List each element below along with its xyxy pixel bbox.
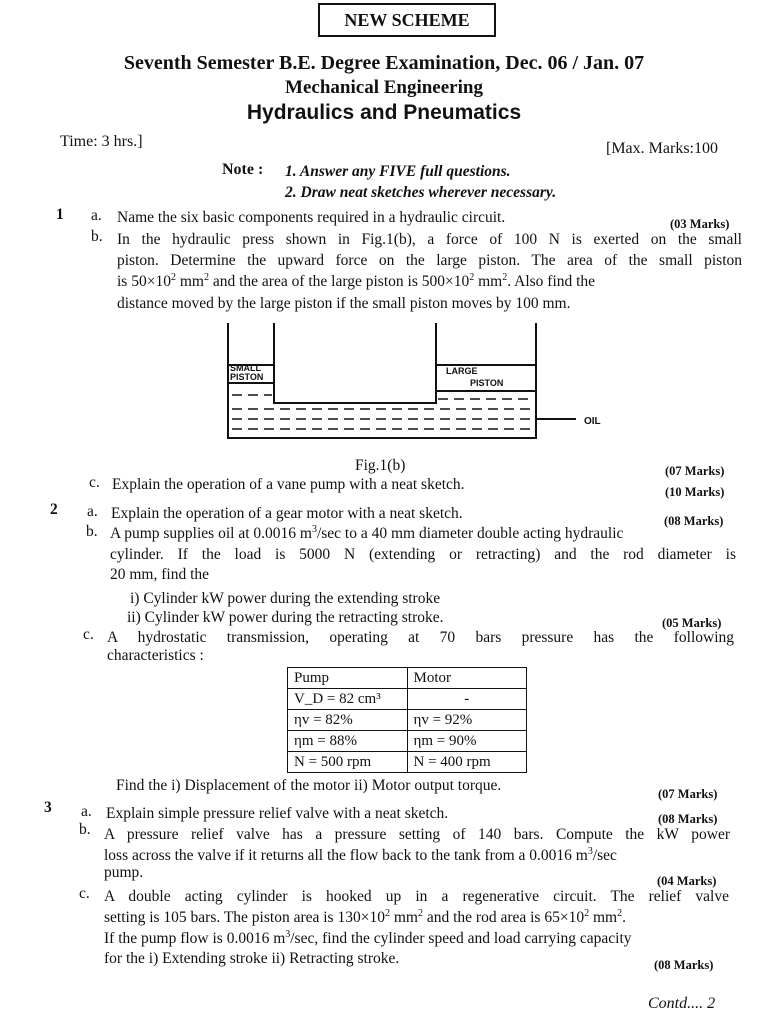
q3-b-marks: (04 Marks): [657, 874, 717, 888]
table-cell: V_D = 82 cm³: [288, 689, 408, 710]
q3-b-label: b.: [79, 821, 91, 838]
time-label: Time: 3 hrs.]: [60, 133, 143, 150]
q2-c-marks: (07 Marks): [658, 787, 718, 801]
table-header-row: [288, 668, 527, 689]
q1-b-line-3: is $50\times 10^2$ $mm^2$ and the area of the large piston is $500\times 10^2$ $mm^2$. Also find the: [117, 271, 596, 290]
small-piston-label-2: PISTON: [230, 372, 264, 382]
note-line-2: 2. Draw neat sketches wherever necessary.: [285, 184, 557, 201]
q1-c-label: c.: [89, 474, 100, 491]
q3-b-line-3: pump.: [104, 864, 144, 881]
question-number-2: 2: [50, 501, 58, 518]
scheme-box: NEW SCHEME: [318, 3, 496, 37]
q2-b-label: b.: [86, 523, 98, 540]
q2-b-marks: (05 Marks): [662, 616, 722, 630]
table-cell: ηv = 92%: [407, 710, 527, 731]
q3-c-label: c.: [79, 885, 90, 902]
q1-a-label: a.: [91, 207, 102, 224]
table-row: [288, 731, 527, 752]
large-piston-label-1: LARGE: [446, 366, 478, 376]
large-piston-label-2: PISTON: [470, 378, 504, 388]
small-piston-label-1: SMALL: [230, 363, 261, 373]
q2-b-i: i) Cylinder kW power during the extending stroke: [130, 590, 441, 607]
q3-c-line-1: A double acting cylinder is hooked up in a regenerative circuit. The relief valve: [104, 888, 729, 905]
q1-a-text: Name the six basic components required in a hydraulic circuit.: [117, 209, 506, 226]
q3-c-line-3: If the pump flow is 0.0016 $m^3/\sec$, find the cylinder speed and load carrying capacity: [104, 928, 632, 947]
table-cell: N = 500 rpm: [288, 752, 408, 773]
exam-title: Seventh Semester B.E. Degree Examination, Dec. 06 / Jan. 07: [123, 52, 645, 74]
note-label: Note :: [222, 161, 264, 178]
q2-c-label: c.: [83, 626, 94, 643]
table-row: [288, 752, 527, 773]
hydraulic-press-figure: [218, 315, 638, 445]
q2-b-line-1: A pump supplies oil at 0.0016 $m^3/\sec$ to a 40 mm diameter double acting hydraulic: [110, 523, 624, 542]
table-header-cell: Pump: [288, 668, 408, 689]
q2-c-find-text: Find the i) Displacement of the motor ii) Motor output torque.: [116, 777, 502, 794]
q1-b-line-4: distance moved by the large piston if the small piston moves by 100 mm.: [117, 295, 571, 312]
q1-b-line-1: In the hydraulic press shown in Fig.1(b), a force of 100 N is exerted on the small: [117, 231, 742, 248]
q1-a-marks: (03 Marks): [670, 217, 730, 231]
table-cell: ηm = 88%: [288, 731, 408, 752]
q3-b-line-1: A pressure relief valve has a pressure setting of 140 bars. Compute the kW power: [104, 826, 730, 843]
table-cell: ηm = 90%: [407, 731, 527, 752]
q2-a-marks: (08 Marks): [664, 514, 724, 528]
q1-c-text: Explain the operation of a vane pump with a neat sketch.: [112, 476, 465, 493]
question-number-3: 3: [44, 799, 52, 816]
branch-title: Mechanical Engineering: [285, 77, 483, 98]
note-line-1: 1. Answer any FIVE full questions.: [285, 163, 511, 180]
table-header-cell: Motor: [407, 668, 527, 689]
figure-caption: Fig.1(b): [355, 457, 406, 474]
q3-c-line-2: setting is 105 bars. The piston area is $130\times 10^2$ $mm^2$ and the rod area is $65\times 10^2$ $mm^2$.: [104, 907, 626, 926]
q3-b-line-2: loss across the valve if it returns all the flow back to the tank from a 0.0016 $m^3/\sec$: [104, 845, 617, 864]
press-divider-outline: [274, 323, 436, 403]
q1-c-marks: (10 Marks): [665, 485, 725, 499]
question-number-1: 1: [56, 206, 64, 223]
max-marks-label: [Max. Marks:100: [606, 140, 718, 157]
q3-c-marks: (08 Marks): [654, 958, 714, 972]
q1-b-line-2: piston. Determine the upward force on the large piston. The area of the small piston: [117, 252, 742, 269]
q2-c-line-1: A hydrostatic transmission, operating at 70 bars pressure has the following: [107, 629, 734, 646]
characteristics-table: [287, 667, 527, 773]
continued-label: Contd.... 2: [648, 995, 716, 1012]
q1-b-marks: (07 Marks): [665, 464, 725, 478]
table-row: [288, 689, 527, 710]
subject-title: Hydraulics and Pneumatics: [246, 101, 522, 124]
q2-b-line-2: cylinder. If the load is 5000 N (extending or retracting) and the rod diameter is: [110, 546, 736, 563]
q2-a-text: Explain the operation of a gear motor with a neat sketch.: [111, 505, 463, 522]
q2-b-ii: ii) Cylinder kW power during the retracting stroke.: [127, 609, 444, 626]
q3-a-text: Explain simple pressure relief valve with a neat sketch.: [106, 805, 449, 822]
q2-b-line-3: 20 mm, find the: [110, 566, 210, 583]
table-row: [288, 710, 527, 731]
table-cell: ηv = 82%: [288, 710, 408, 731]
q3-a-label: a.: [81, 803, 92, 820]
table-cell: N = 400 rpm: [407, 752, 527, 773]
q1-b-label: b.: [91, 228, 103, 245]
table-cell: -: [407, 689, 527, 710]
q2-a-label: a.: [87, 503, 98, 520]
q3-a-marks: (08 Marks): [658, 812, 718, 826]
q2-c-line-2: characteristics :: [107, 647, 204, 664]
oil-label: OIL: [584, 416, 601, 427]
q3-c-line-4: for the i) Extending stroke ii) Retracting stroke.: [104, 950, 400, 967]
